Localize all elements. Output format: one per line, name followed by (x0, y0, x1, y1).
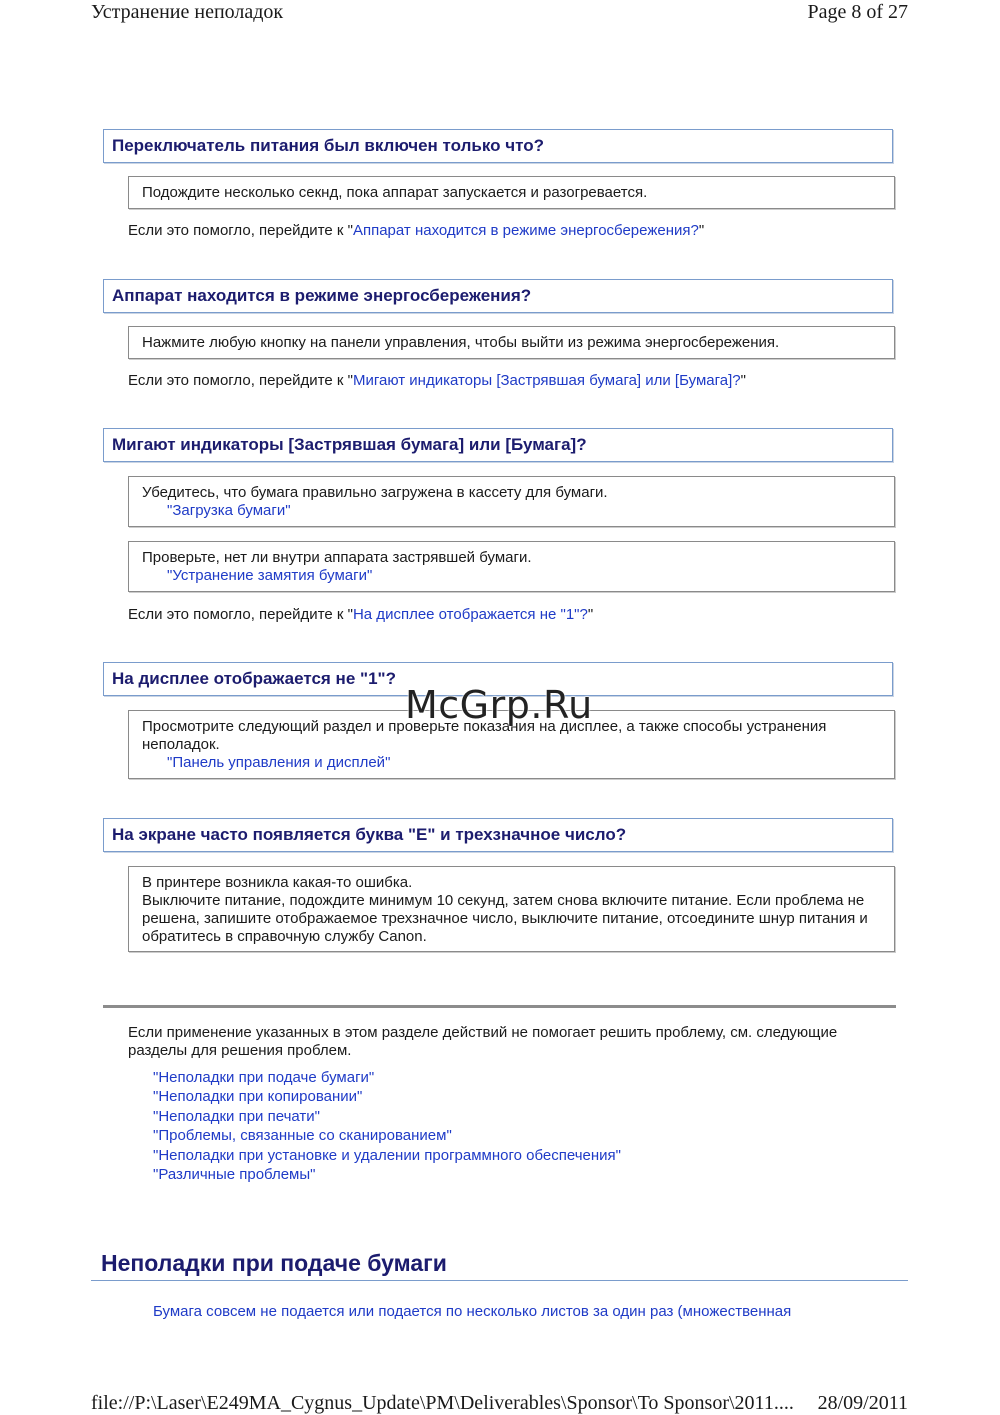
help-line (128, 606, 593, 623)
answer-box (128, 176, 895, 209)
related-link[interactable]: "Неполадки при печати" (153, 1107, 320, 1125)
help-suffix: " (587, 606, 594, 623)
question-heading: На дисплее отображается не "1"? (103, 662, 893, 696)
answer-text: Убедитесь, что бумага правильно загружена в кассету для бумаги. (142, 484, 608, 501)
answer-box (128, 866, 895, 952)
related-link[interactable]: "Проблемы, связанные со сканированием" (153, 1127, 452, 1145)
related-link[interactable]: "Неполадки при подаче бумаги" (153, 1069, 375, 1086)
help-suffix: " (740, 372, 746, 389)
question-heading: Переключатель питания был включен только что? (103, 129, 893, 163)
divider (103, 1005, 896, 1008)
related-links (153, 1068, 621, 1184)
answer-box (128, 326, 895, 359)
section-title: Неполадки при подаче бумаги (101, 1250, 447, 1276)
help-prefix: Если это помогло, перейдите к " (128, 222, 353, 239)
answer-text: Нажмите любую кнопку на панели управления, чтобы выйти из режима энергосбережения. (142, 334, 780, 351)
related-link[interactable]: "Неполадки при копировании" (153, 1088, 363, 1106)
help-prefix: Если это помогло, перейдите к " (128, 372, 353, 389)
page-counter: Page 8 of 27 (807, 1, 908, 23)
answer-text: Выключите питание, подождите минимум 10 секунд, затем снова включите питание. Если проблема не решена, запишите отображаемое трехзначное число, выключите питание, отсоедините шнур питания и обратитесь в справочную службу Canon. (142, 892, 868, 945)
file-path: file://P:\Laser\E249MA_Cygnus_Update\PM\Deliverables\Sponsor\To Sponsor\2011.... (91, 1392, 794, 1414)
help-suffix: " (698, 222, 705, 239)
question-heading: На экране часто появляется буква "E" и трехзначное число? (103, 818, 893, 852)
related-link[interactable]: "Неполадки при установке и удалении программного обеспечения" (153, 1146, 621, 1164)
clear-jam-link[interactable]: "Устранение замятия бумаги" (167, 567, 373, 584)
question-heading: Аппарат находится в режиме энергосбережения? (103, 279, 893, 313)
answer-text: Подождите несколько секнд, пока аппарат запускается и разогревается. (142, 184, 648, 201)
control-panel-link[interactable]: "Панель управления и дисплей" (167, 754, 391, 771)
help-line (128, 372, 746, 389)
help-line (128, 222, 704, 239)
print-date: 28/09/2011 (817, 1392, 908, 1414)
answer-text: Проверьте, нет ли внутри аппарата застрявшей бумаги. (142, 549, 532, 566)
question-heading: Мигают индикаторы [Застрявшая бумага] или [Бумага]? (103, 428, 893, 462)
load-paper-link[interactable]: "Загрузка бумаги" (167, 502, 291, 519)
closing-text: Если применение указанных в этом разделе действий не помогает решить проблему, см. следующие разделы для решения проблем. (128, 1024, 838, 1059)
help-link[interactable]: Аппарат находится в режиме энергосбережения? (352, 222, 699, 239)
answer-text: Просмотрите следующий раздел и проверьте показания на дисплее, а также способы устранения неполадок. (142, 718, 827, 753)
related-link[interactable]: "Различные проблемы" (153, 1166, 316, 1184)
section-divider (91, 1280, 908, 1281)
answer-box (128, 541, 895, 592)
help-prefix: Если это помогло, перейдите к " (128, 606, 353, 623)
header-title: Устранение неполадок (91, 1, 284, 23)
help-link[interactable]: На дисплее отображается не "1"? (352, 606, 588, 623)
topic-link[interactable]: Бумага совсем не подается или подается по несколько листов за один раз (множественная (153, 1303, 792, 1320)
help-link[interactable]: Мигают индикаторы [Застрявшая бумага] или [Бумага]? (352, 372, 741, 389)
answer-text: В принтере возникла какая-то ошибка. (142, 874, 413, 891)
watermark: McGrp.Ru (405, 683, 593, 727)
answer-box (128, 476, 895, 527)
